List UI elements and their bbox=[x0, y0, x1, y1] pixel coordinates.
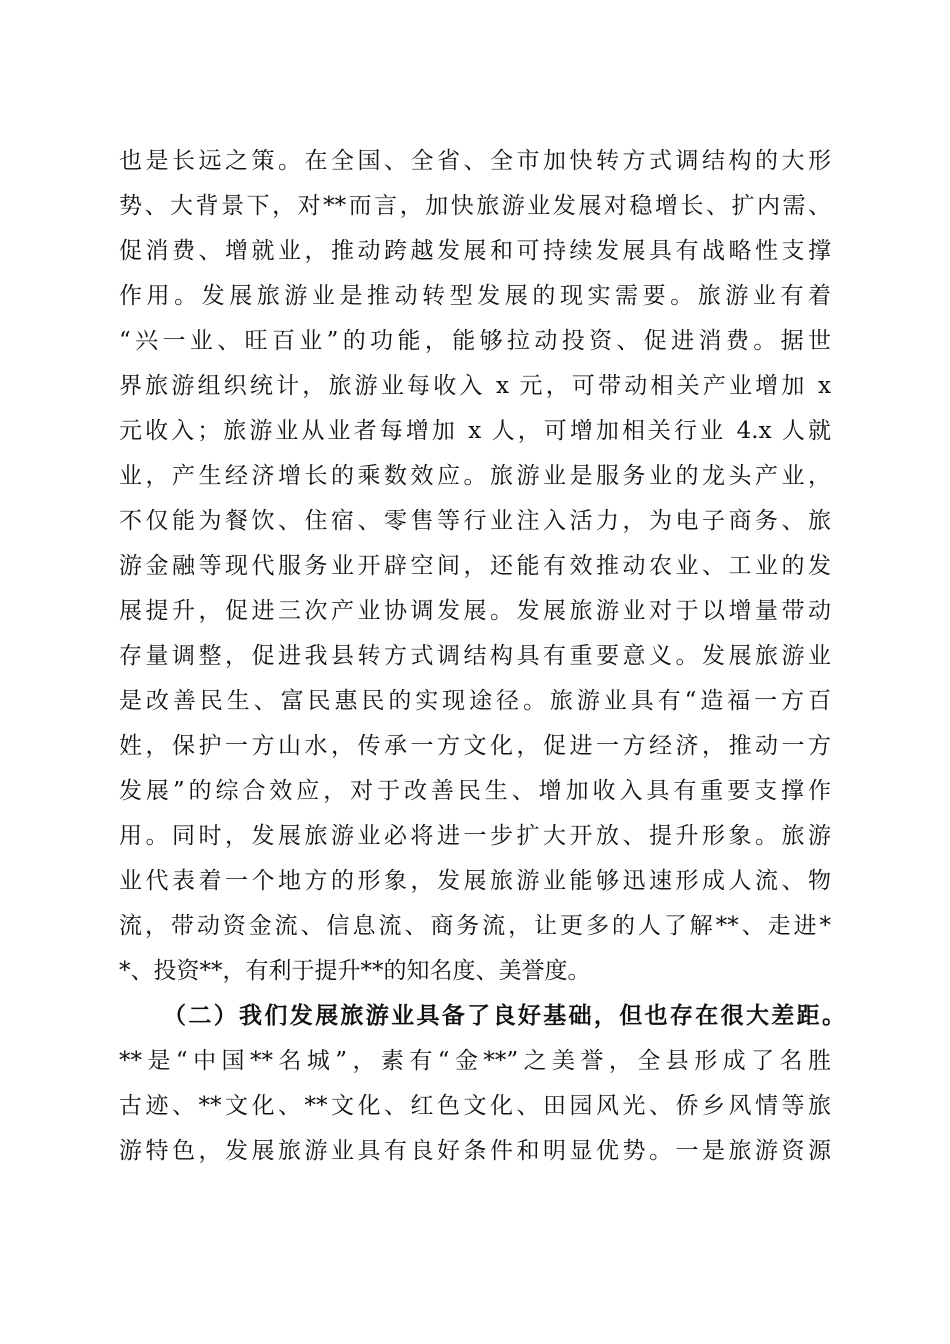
text-line: 元收入；旅游业从业者每增加 x 人，可增加相关行业 4.x 人就 bbox=[119, 418, 831, 444]
text-line: 界旅游组织统计，旅游业每收入 x 元，可带动相关产业增加 x bbox=[119, 373, 831, 399]
text-line: **是“中国**名城”，素有“金**”之美誉，全县形成了名胜 bbox=[119, 1048, 831, 1074]
text-line: 势、大背景下，对**而言，加快旅游业发展对稳增长、扩内需、 bbox=[119, 193, 831, 219]
text-line: 古迹、**文化、**文化、红色文化、田园风光、侨乡风情等旅 bbox=[119, 1093, 831, 1119]
text-line: “兴一业、旺百业”的功能，能够拉动投资、促进消费。据世 bbox=[119, 328, 831, 354]
text-line: 业代表着一个地方的形象，发展旅游业能够迅速形成人流、物 bbox=[119, 868, 831, 894]
text-line: 发展”的综合效应，对于改善民生、增加收入具有重要支撑作 bbox=[119, 778, 831, 804]
text-line: 业，产生经济增长的乘数效应。旅游业是服务业的龙头产业， bbox=[119, 463, 831, 489]
text-line: 姓，保护一方山水，传承一方文化，促进一方经济，推动一方 bbox=[119, 733, 831, 759]
text-line: 流，带动资金流、信息流、商务流，让更多的人了解**、走进* bbox=[119, 913, 831, 939]
text-line: 展提升，促进三次产业协调发展。发展旅游业对于以增量带动 bbox=[119, 598, 831, 624]
text-line: 促消费、增就业，推动跨越发展和可持续发展具有战略性支撑 bbox=[119, 238, 831, 264]
text-line: 游金融等现代服务业开辟空间，还能有效推动农业、工业的发 bbox=[119, 553, 831, 579]
text-line: 也是长远之策。在全国、全省、全市加快转方式调结构的大形 bbox=[119, 148, 831, 174]
section-heading: （二）我们发展旅游业具备了良好基础，但也存在很大差距。 bbox=[163, 1002, 845, 1029]
text-line: 作用。发展旅游业是推动转型发展的现实需要。旅游业有着 bbox=[119, 283, 831, 309]
text-line: *、投资**，有利于提升**的知名度、美誉度。 bbox=[119, 958, 591, 984]
text-line: 是改善民生、富民惠民的实现途径。旅游业具有“造福一方百 bbox=[119, 688, 831, 714]
text-line: 用。同时，发展旅游业必将进一步扩大开放、提升形象。旅游 bbox=[119, 823, 831, 849]
text-line: 不仅能为餐饮、住宿、零售等行业注入活力，为电子商务、旅 bbox=[119, 508, 831, 534]
text-line: 游特色，发展旅游业具有良好条件和明显优势。一是旅游资源 bbox=[119, 1138, 831, 1164]
text-line: 存量调整，促进我县转方式调结构具有重要意义。发展旅游业 bbox=[119, 643, 831, 669]
